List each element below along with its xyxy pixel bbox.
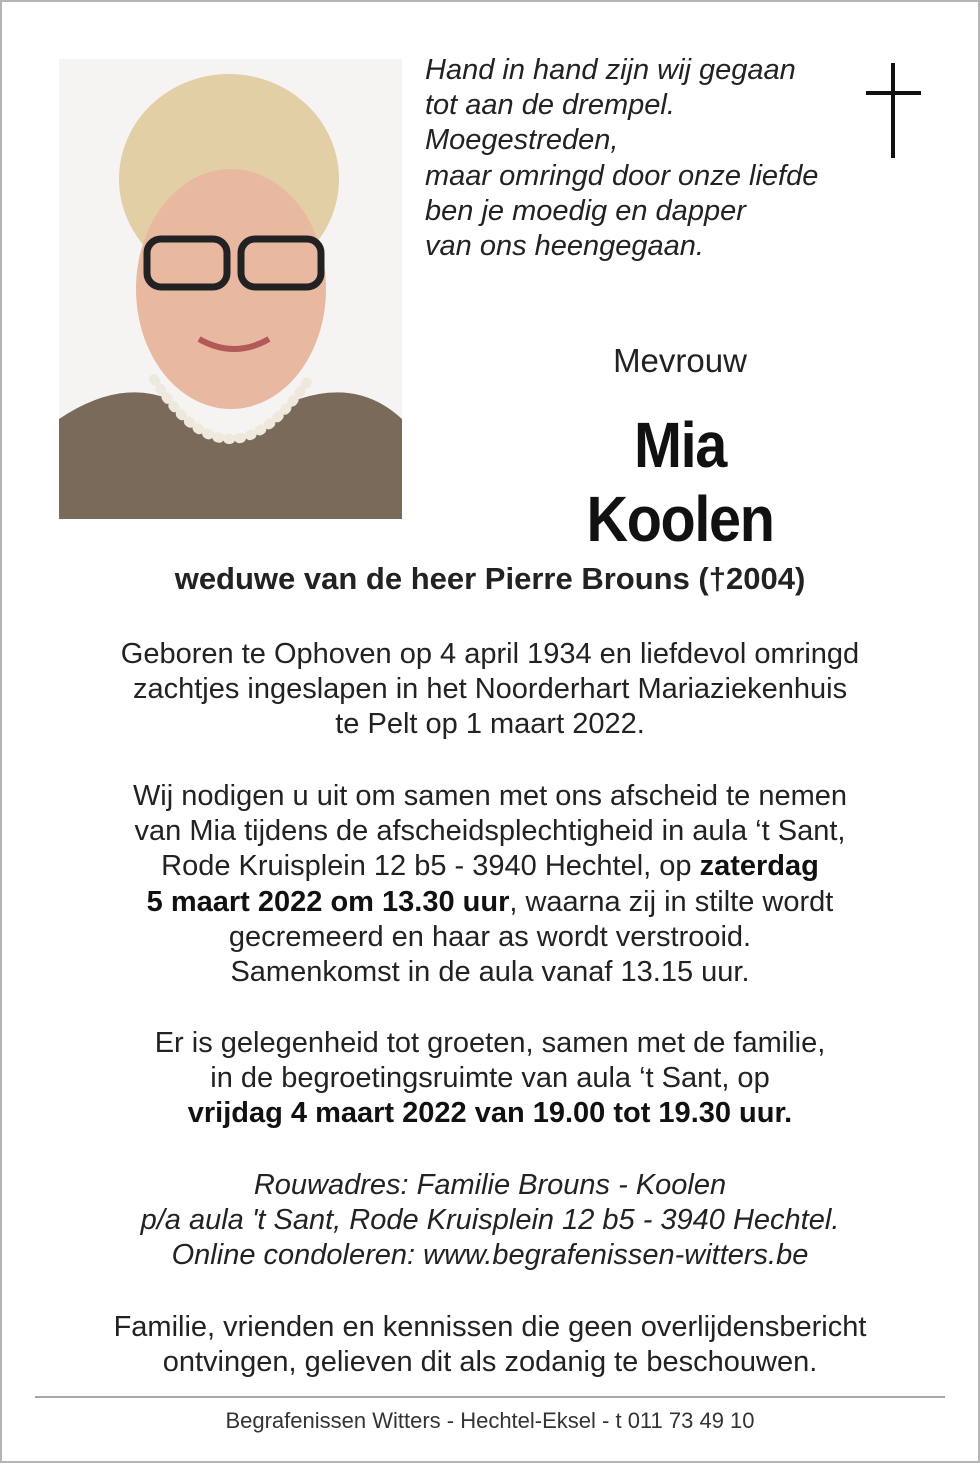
poem-line: tot aan de drempel. xyxy=(425,89,675,122)
text-line: gecremeerd en haar as wordt verstrooid. xyxy=(228,920,752,953)
text-line xyxy=(40,885,940,920)
text-line: p/a aula 't Sant, Rode Kruisplein 12 b5 - 3940 Hechtel. xyxy=(140,1204,840,1237)
portrait-photo xyxy=(59,59,402,519)
text-line: Wij nodigen u uit om samen met ons afscheid te nemen xyxy=(132,780,848,812)
deceased-name: Mia Koolen xyxy=(586,409,774,555)
cross-icon xyxy=(866,63,921,158)
greeting-date-time: vrijdag 4 maart 2022 van 19.00 tot 19.30 uur. xyxy=(187,1097,793,1130)
text-line: ontvingen, gelieven dit als zodanig te beschouwen. xyxy=(162,1346,818,1379)
poem-line: ben je moedig en dapper xyxy=(425,194,746,227)
footer-funeral-home: Begrafenissen Witters - Hechtel-Eksel - t 011 73 49 10 xyxy=(225,1408,755,1433)
condolence-link[interactable]: Online condoleren: www.begrafenissen-witters.be xyxy=(171,1239,809,1272)
poem-line: maar omringd door onze liefde xyxy=(425,159,819,192)
funeral-day: zaterdag xyxy=(699,850,819,883)
text: , waarna zij in stilte wordt xyxy=(509,885,834,918)
text-line: Samenkomst in de aula vanaf 13.15 uur. xyxy=(230,956,750,989)
address-paragraph xyxy=(40,1168,940,1274)
poem-line: Moegestreden, xyxy=(425,124,619,157)
widow-line: weduwe van de heer Pierre Brouns (†2004) xyxy=(174,561,806,596)
text-line: van Mia tijdens de afscheidsplechtigheid in aula ‘t Sant, xyxy=(134,815,846,848)
text-line: Er is gelegenheid tot groeten, samen met de familie, xyxy=(154,1027,826,1059)
funeral-paragraph xyxy=(40,779,940,990)
divider xyxy=(35,1396,945,1398)
text-line xyxy=(40,1096,940,1131)
poem xyxy=(425,53,818,264)
greeting-paragraph xyxy=(40,1026,940,1132)
text-line: Geboren te Ophoven op 4 april 1934 en liefdevol omringd xyxy=(120,638,860,670)
funeral-date-time: 5 maart 2022 om 13.30 uur xyxy=(146,885,510,918)
honorific: Mevrouw xyxy=(613,342,747,379)
text: Rode Kruisplein 12 b5 - 3940 Hechtel, op xyxy=(161,850,700,883)
text-line: Familie, vrienden en kennissen die geen overlijdensbericht xyxy=(113,1311,867,1343)
poem-line: Hand in hand zijn wij gegaan xyxy=(425,54,796,86)
birth-paragraph xyxy=(40,637,940,743)
text-line: te Pelt op 1 maart 2022. xyxy=(335,708,645,741)
poem-line: van ons heengegaan. xyxy=(425,230,704,263)
text-line xyxy=(40,849,940,884)
text-line: zachtjes ingeslapen in het Noorderhart Mariaziekenhuis xyxy=(132,673,848,706)
text-line: in de begroetingsruimte van aula ‘t Sant, op xyxy=(210,1062,770,1095)
closing-paragraph xyxy=(40,1310,940,1380)
text-line: Rouwadres: Familie Brouns - Koolen xyxy=(253,1169,727,1201)
